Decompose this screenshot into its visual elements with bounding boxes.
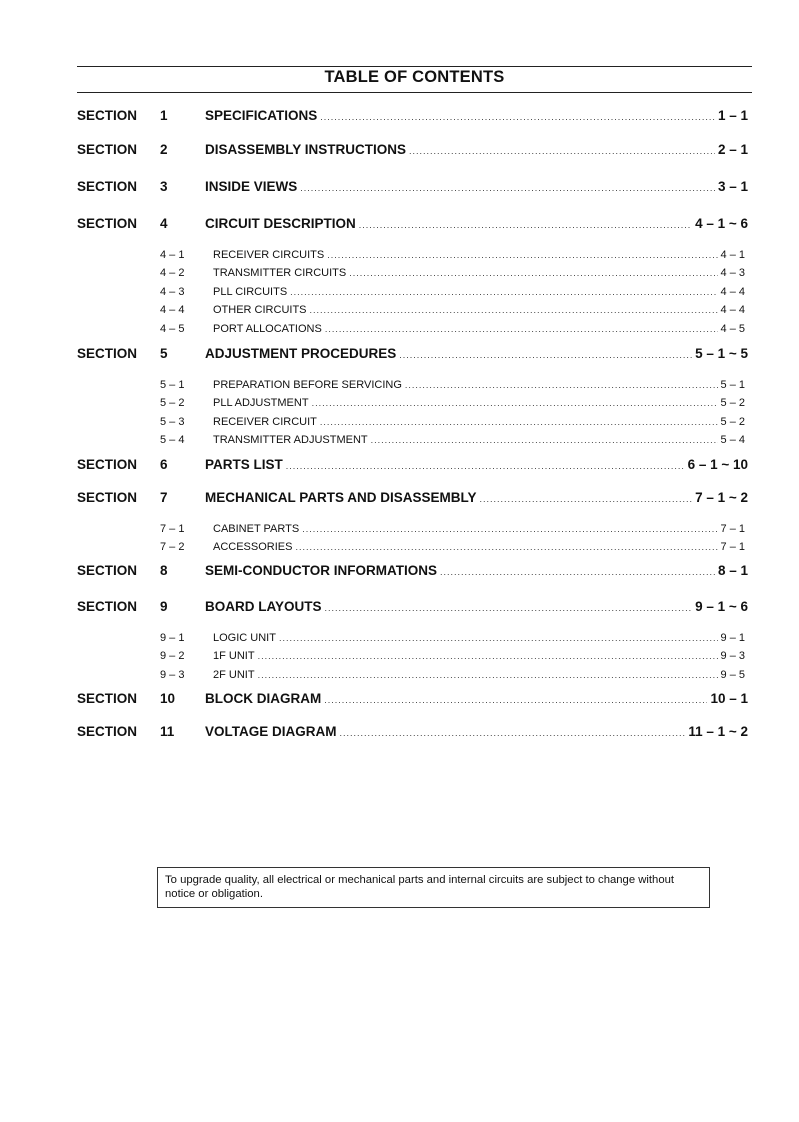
toc-entry-link[interactable] — [205, 108, 748, 123]
subsection-number: 4 – 2 — [160, 267, 185, 280]
section-label: SECTION — [77, 216, 138, 231]
subsection-number: 5 – 3 — [160, 415, 185, 428]
dot-leader — [324, 695, 707, 705]
subsection-page: 5 – 2 — [720, 415, 745, 428]
subsection-number: 7 – 1 — [160, 523, 185, 535]
dot-leader — [405, 380, 718, 390]
subsection-title: 1F UNIT — [213, 650, 255, 663]
subsection-number: 9 – 3 — [160, 668, 185, 681]
section-number: 6 — [160, 457, 168, 472]
subsection-row — [0, 650, 799, 666]
section-label: SECTION — [77, 346, 138, 361]
subsection-row — [0, 323, 799, 339]
dot-leader — [302, 524, 717, 534]
toc-subentry-link[interactable] — [213, 632, 745, 644]
section-page: 7 – 1 ~ 2 — [695, 490, 748, 505]
subsection-page: 4 – 4 — [720, 304, 745, 317]
dot-leader — [349, 268, 717, 278]
top-rule — [77, 66, 752, 67]
section-number: 2 — [160, 142, 168, 157]
subsection-title: CABINET PARTS — [213, 523, 300, 535]
section-label: SECTION — [77, 457, 138, 472]
subsection-row — [0, 249, 799, 265]
toc-entry-link[interactable] — [205, 724, 748, 739]
subsection-number: 5 – 2 — [160, 397, 185, 410]
section-row — [0, 490, 799, 508]
section-page: 11 – 1 ~ 2 — [688, 724, 748, 739]
toc-entry-link[interactable] — [205, 599, 748, 614]
subsection-number: 9 – 2 — [160, 650, 185, 663]
section-page: 9 – 1 ~ 6 — [695, 599, 748, 614]
subsection-page: 9 – 5 — [720, 668, 745, 681]
subsection-number: 9 – 1 — [160, 632, 185, 644]
section-page: 3 – 1 — [717, 179, 748, 194]
dot-leader — [258, 651, 718, 661]
subsection-number: 5 – 4 — [160, 434, 185, 447]
toc-entry-link[interactable] — [205, 691, 748, 706]
toc-subentry-link[interactable] — [213, 267, 745, 279]
subsection-number: 5 – 1 — [160, 379, 185, 391]
subsection-row — [0, 267, 799, 283]
section-page: 8 – 1 — [717, 563, 748, 578]
dot-leader — [440, 567, 715, 577]
toc-subentry-link[interactable] — [213, 541, 745, 553]
section-label: SECTION — [77, 179, 138, 194]
toc-subentry-link[interactable] — [213, 286, 745, 298]
toc-subentry-link[interactable] — [213, 523, 745, 535]
section-label: SECTION — [77, 599, 138, 614]
section-title: BLOCK DIAGRAM — [205, 691, 322, 706]
subsection-number: 4 – 4 — [160, 304, 185, 317]
section-row — [0, 563, 799, 581]
subsection-page: 4 – 5 — [720, 322, 745, 335]
toc-subentry-link[interactable] — [213, 379, 745, 391]
subsection-row — [0, 541, 799, 557]
subsection-row — [0, 379, 799, 395]
dot-leader — [279, 633, 718, 643]
toc-subentry-link[interactable] — [213, 434, 745, 446]
section-number: 4 — [160, 216, 168, 231]
toc-subentry-link[interactable] — [213, 650, 745, 662]
subsection-number: 7 – 2 — [160, 541, 185, 554]
dot-leader — [310, 305, 718, 315]
dot-leader — [409, 146, 715, 156]
section-page: 5 – 1 ~ 5 — [695, 346, 748, 361]
section-number: 9 — [160, 599, 168, 614]
section-label: SECTION — [77, 563, 138, 578]
subsection-title: TRANSMITTER ADJUSTMENT — [213, 434, 368, 447]
subsection-row — [0, 632, 799, 648]
subsection-number: 4 – 3 — [160, 285, 185, 298]
section-number: 7 — [160, 490, 168, 505]
toc-entry-link[interactable] — [205, 179, 748, 194]
change-notice: To upgrade quality, all electrical or mechanical parts and internal circuits are subject to change without notice or obligation. — [157, 867, 710, 908]
section-number: 5 — [160, 346, 168, 361]
section-label: SECTION — [77, 724, 138, 739]
section-title: INSIDE VIEWS — [205, 179, 298, 194]
section-row — [0, 346, 799, 364]
section-title: ADJUSTMENT PROCEDURES — [205, 346, 397, 361]
subsection-row — [0, 416, 799, 432]
subsection-page: 7 – 1 — [720, 523, 745, 535]
section-row — [0, 599, 799, 617]
subsection-row — [0, 397, 799, 413]
section-row — [0, 691, 799, 709]
subsection-page: 4 – 1 — [720, 249, 745, 261]
toc-subentry-link[interactable] — [213, 323, 745, 335]
section-title: SPECIFICATIONS — [205, 108, 318, 123]
toc-entry-link[interactable] — [205, 216, 748, 231]
toc-entry-link[interactable] — [205, 457, 748, 472]
dot-leader — [320, 112, 715, 122]
toc-entry-link[interactable] — [205, 142, 748, 157]
section-row — [0, 724, 799, 742]
subsection-title: OTHER CIRCUITS — [213, 304, 307, 317]
subsection-page: 9 – 3 — [720, 650, 745, 663]
subsection-row — [0, 523, 799, 539]
subsection-title: PORT ALLOCATIONS — [213, 322, 322, 335]
dot-leader — [295, 542, 717, 552]
subsection-page: 4 – 4 — [720, 285, 745, 298]
dot-leader — [399, 350, 692, 360]
dot-leader — [290, 287, 717, 297]
section-label: SECTION — [77, 142, 138, 157]
subsection-title: PLL CIRCUITS — [213, 285, 288, 298]
dot-leader — [258, 670, 718, 680]
section-row — [0, 108, 799, 126]
page-title: TABLE OF CONTENTS — [324, 68, 505, 86]
subsection-title: PLL ADJUSTMENT — [213, 397, 309, 410]
section-page: 4 – 1 ~ 6 — [695, 216, 748, 231]
section-title: BOARD LAYOUTS — [205, 599, 322, 614]
section-title: MECHANICAL PARTS AND DISASSEMBLY — [205, 490, 477, 505]
subsection-title: RECEIVER CIRCUITS — [213, 249, 325, 261]
toc-subentry-link[interactable] — [213, 416, 745, 428]
dot-leader — [286, 461, 685, 471]
section-number: 11 — [160, 724, 175, 739]
section-title: PARTS LIST — [205, 457, 283, 472]
subsection-page: 4 – 3 — [720, 267, 745, 280]
subsection-title: RECEIVER CIRCUIT — [213, 415, 317, 428]
subsection-row — [0, 286, 799, 302]
section-title: VOLTAGE DIAGRAM — [205, 724, 337, 739]
subsection-page: 5 – 2 — [720, 397, 745, 410]
dot-leader — [325, 324, 718, 334]
subsection-page: 7 – 1 — [720, 541, 745, 554]
toc-subentry-link[interactable] — [213, 304, 745, 316]
section-row — [0, 216, 799, 234]
subsection-page: 9 – 1 — [720, 632, 745, 644]
section-label: SECTION — [77, 691, 138, 706]
subsection-title: LOGIC UNIT — [213, 632, 276, 644]
dot-leader — [327, 250, 717, 260]
subsection-page: 5 – 1 — [720, 379, 745, 391]
dot-leader — [312, 398, 718, 408]
toc-entry-link[interactable] — [205, 563, 748, 578]
section-title: CIRCUIT DESCRIPTION — [205, 216, 356, 231]
toc-entry-link[interactable] — [205, 346, 748, 361]
subsection-number: 4 – 5 — [160, 322, 185, 335]
subsection-page: 5 – 4 — [720, 434, 745, 447]
subsection-title: PREPARATION BEFORE SERVICING — [213, 379, 402, 391]
toc-subentry-link[interactable] — [213, 669, 745, 681]
title-underline — [77, 92, 752, 93]
section-row — [0, 142, 799, 160]
subsection-number: 4 – 1 — [160, 249, 185, 261]
dot-leader — [480, 494, 693, 504]
section-label: SECTION — [77, 108, 138, 123]
section-page: 10 – 1 — [710, 691, 748, 706]
subsection-row — [0, 434, 799, 450]
subsection-title: 2F UNIT — [213, 668, 255, 681]
subsection-row — [0, 669, 799, 685]
section-number: 8 — [160, 563, 168, 578]
section-number: 3 — [160, 179, 168, 194]
dot-leader — [320, 417, 718, 427]
dot-leader — [340, 728, 686, 738]
dot-leader — [359, 220, 692, 230]
dot-leader — [300, 183, 715, 193]
toc-subentry-link[interactable] — [213, 397, 745, 409]
dot-leader — [325, 603, 693, 613]
section-page: 6 – 1 ~ 10 — [687, 457, 748, 472]
subsection-row — [0, 304, 799, 320]
toc-entry-link[interactable] — [205, 490, 748, 505]
section-title: SEMI-CONDUCTOR INFORMATIONS — [205, 563, 437, 578]
section-label: SECTION — [77, 490, 138, 505]
section-title: DISASSEMBLY INSTRUCTIONS — [205, 142, 407, 157]
dot-leader — [371, 435, 718, 445]
section-page: 2 – 1 — [717, 142, 748, 157]
section-row — [0, 457, 799, 475]
section-row — [0, 179, 799, 197]
toc-subentry-link[interactable] — [213, 249, 745, 261]
subsection-title: ACCESSORIES — [213, 541, 293, 554]
section-number: 1 — [160, 108, 168, 123]
section-number: 10 — [160, 691, 176, 706]
subsection-title: TRANSMITTER CIRCUITS — [213, 267, 347, 280]
section-page: 1 – 1 — [717, 108, 748, 123]
